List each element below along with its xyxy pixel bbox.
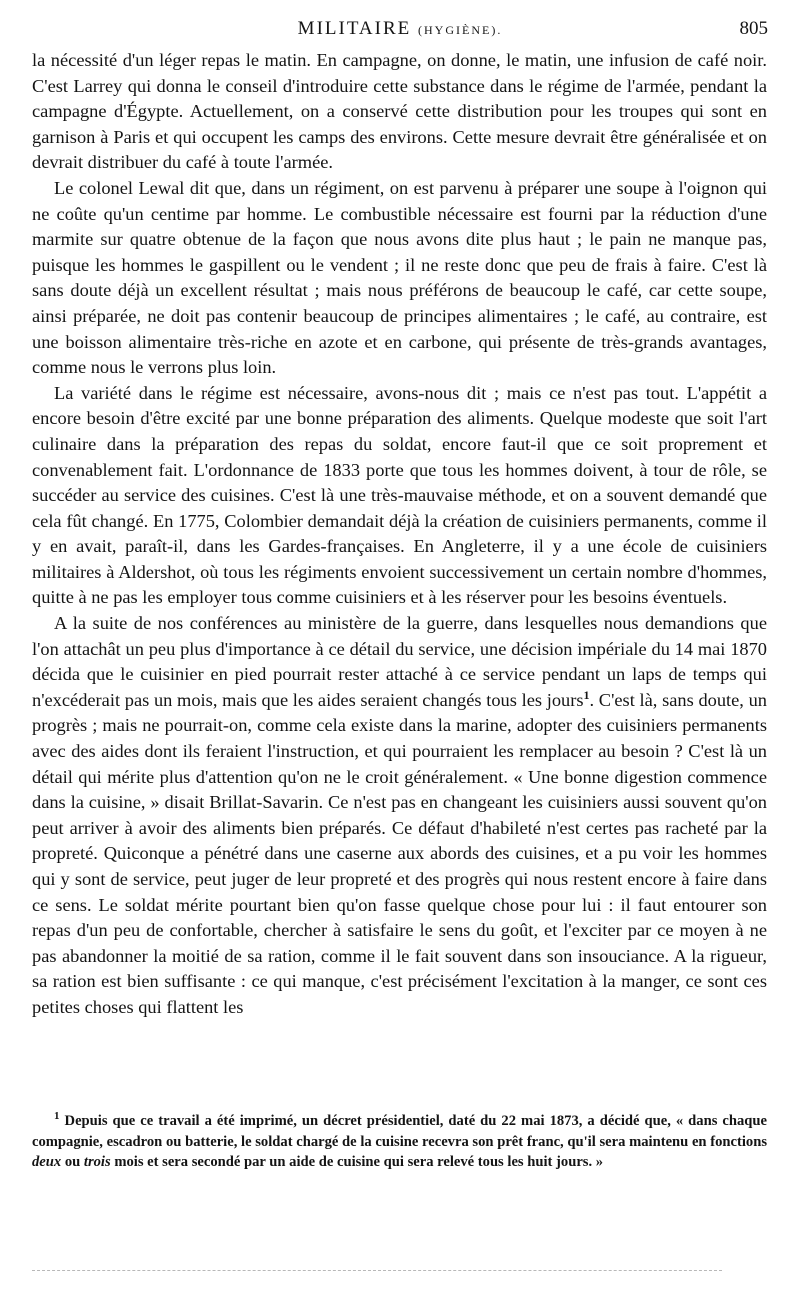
running-header [30, 14, 770, 44]
bottom-rule [32, 1270, 722, 1271]
footnote-text [32, 1111, 767, 1173]
footnote [32, 1111, 767, 1173]
body-text [32, 48, 767, 1021]
paragraph-1: la nécessité d'un léger repas le matin. En campagne, on donne, le matin, une infusion de café noir. C'est Larrey qui donna le conseil d'introduire cette substance dans le régime de l'armée, pendant la campagne d'Égypte. Actuellement, on a conservé cette distribution pour les troupes qui sont en garnison à Paris et qui occupent les camps des environs. Cette mesure devrait être généralisée et on devrait distribuer du café à toute l'armée. [32, 50, 767, 173]
footnote-emphasis-deux: deux [32, 1154, 62, 1171]
footnote-reference[interactable]: 1 [583, 687, 590, 702]
paragraph-4-text-b: . C'est là, sans doute, un progrès ; mais ne pourrait-on, comme cela existe dans la marine, adopter des cuisiniers permanents avec des aides dont ils feraient l'instruction, et qui pourraient les remplacer au besoin ? C'est là un détail qui mérite plus d'attention qu'on ne le croit généralement. « Une bonne digestion commence dans la cuisine, » disait Brillat-Savarin. Ce n'est pas en changeant les cuisiniers aussi souvent qu'on peut arriver à avoir des aliments bien préparés. Ce défaut d'habileté n'est certes pas racheté par la propreté. Quiconque a pénétré dans une caserne aux abords des cuisines, et a pu voir les hommes qui y sont de service, peut juger de leur propreté et des progrès qui nous restent encore à faire dans ce sens. Le soldat mérite pourtant bien qu'on fasse quelque chose pour lui : il faut entourer son repas d'un peu de confortable, chercher à satisfaire le sens du goût, et l'exciter par ce moyen à ne pas abandonner la moitié de sa ration, comme il le fait souvent dans son insouciance. A la rigueur, sa ration est bien suffisante : ce qui manque, c'est précisément l'excitation à la manger, ce sont ces petites choses qui flattent les [32, 689, 767, 1017]
footnote-text-a: Depuis que ce travail a été imprimé, un décret présidentiel, daté du 22 mai 1873, a décidé que, « dans chaque compagnie, escadron ou batterie, le soldat chargé de la cuisine recevra son prêt franc, qu'il sera maintenu en fonctions [32, 1113, 768, 1150]
header-subtitle: (HYGIÈNE). [418, 23, 503, 37]
page-number: 805 [739, 18, 768, 39]
footnote-text-b: mois et sera secondé par un aide de cuisine qui sera relevé tous les huit jours. » [110, 1154, 604, 1171]
paragraph-4-text-a: A la suite de nos conférences au ministère de la guerre, dans lesquelles nous demandions que l'on attachât un peu plus d'importance à ce détail du service, une décision impériale du 14 mai 1870 décida que le cuisinier en pied pourrait rester attaché à ce service pendant un laps de temps qui n'excéderait pas un mois, mais que les aides seraient changés tous les jours [32, 613, 767, 710]
paragraph-4 [32, 611, 767, 1021]
paragraph-3: La variété dans le régime est nécessaire, avons-nous dit ; mais ce n'est pas tout. L'appétit a encore besoin d'être excité par une bonne préparation des aliments. Quelque modeste que soit l'art culinaire dans la préparation des repas du soldat, encore faut-il que ce soit proprement et convenablement fait. L'ordonnance de 1833 porte que tous les hommes doivent, à tour de rôle, se succéder au service des cuisines. C'est là une très-mauvaise méthode, et on a souvent demandé que cela fût changé. En 1775, Colombier demandait déjà la création de cuisiniers permanents, comme il y en avait, paraît-il, dans les Gardes-françaises. En Angleterre, il y a une école de cuisiniers militaires à Aldershot, où tous les régiments envoient successivement un certain nombre d'hommes, quitte à ne pas les employer tous comme cuisiniers et à les réserver pour les besoins éventuels. [32, 382, 767, 608]
footnote-emphasis-trois: trois [83, 1154, 111, 1171]
running-title [30, 18, 770, 40]
header-title: MILITAIRE [297, 18, 412, 39]
paragraph-2: Le colonel Lewal dit que, dans un régiment, on est parvenu à préparer une soupe à l'oignon qui ne coûte qu'un centime par homme. Le combustible nécessaire est fourni par la réduction d'une marmite sur quatre obtenue de la façon que nous avons dite plus haut ; le pain ne manque pas, puisque les hommes le gaspillent ou le vendent ; il ne reste donc que peu de frais à faire. C'est là sans doute déjà un excellent résultat ; mais nous préférons de beaucoup le café, car cette soupe, ainsi préparée, ne doit pas contenir beaucoup de principes alimentaires ; le café, au contraire, est une boisson alimentaire très-riche en azote et en carbone, qui présente de très-grands avantages, comme nous le verrons plus loin. [32, 177, 767, 378]
footnote-mark: 1 [54, 1110, 60, 1123]
footnote-or: ou [61, 1154, 84, 1171]
